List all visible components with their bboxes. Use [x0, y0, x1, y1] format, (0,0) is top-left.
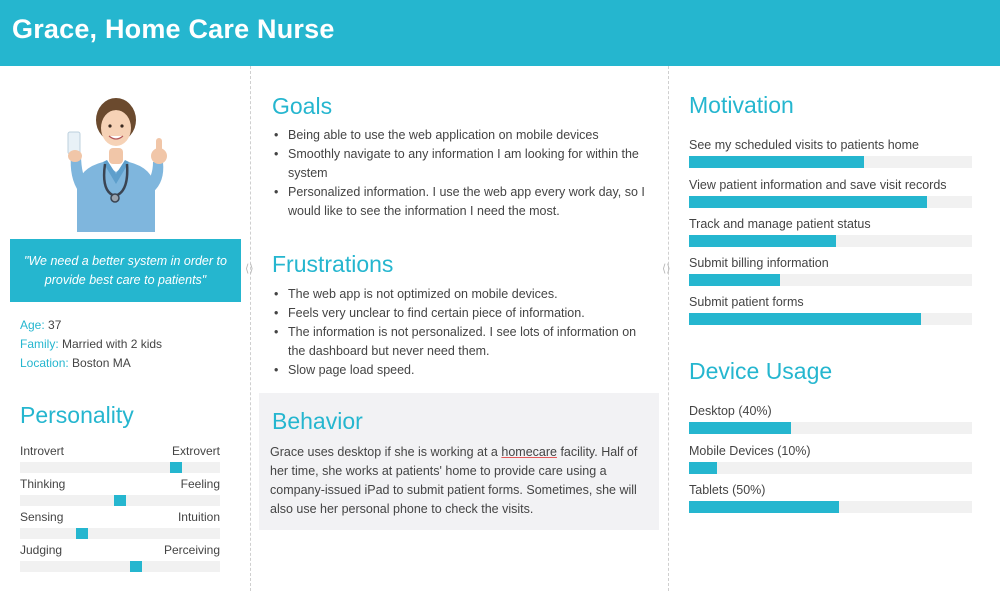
motivation-bar-fill — [689, 313, 921, 325]
goals-title: Goals — [272, 93, 333, 119]
motivation-label: See my scheduled visits to patients home — [689, 138, 919, 152]
motivation-item — [689, 256, 972, 286]
fact-family — [20, 335, 162, 354]
personality-trait — [20, 543, 220, 572]
trait-left-label: Judging — [20, 543, 63, 557]
persona-photo — [55, 92, 177, 232]
motivation-bar-fill — [689, 235, 836, 247]
goals-list — [272, 126, 650, 221]
fact-label: Location: — [20, 356, 69, 370]
persona-facts — [20, 316, 162, 373]
fact-label: Family: — [20, 337, 59, 351]
motivation-bar-fill — [689, 156, 864, 168]
list-item: • Smoothly navigate to any information I am looking for within the system — [272, 145, 650, 183]
trait-slider-track — [20, 495, 220, 506]
behavior-panel — [259, 393, 659, 530]
trait-slider-track — [20, 561, 220, 572]
device-label: Mobile Devices (10%) — [689, 444, 811, 458]
trait-slider-marker — [114, 495, 126, 506]
frustrations-list — [272, 285, 650, 380]
motivation-bar-track — [689, 196, 972, 208]
fact-value: 37 — [48, 318, 62, 332]
motivation-bar-track — [689, 313, 972, 325]
header-bar — [0, 0, 1000, 66]
device-bar-fill — [689, 462, 717, 474]
motivation-title: Motivation — [689, 92, 794, 118]
motivation-bar-track — [689, 274, 972, 286]
motivation-item — [689, 217, 972, 247]
persona-quote: "We need a better system in order to provide best care to patients" — [10, 239, 241, 302]
device-usage-item — [689, 444, 972, 474]
personality-trait — [20, 444, 220, 473]
column-divider-left — [250, 66, 251, 591]
frustrations-title: Frustrations — [272, 251, 394, 277]
device-bar-track — [689, 462, 972, 474]
device-usage-item — [689, 404, 972, 434]
fact-age — [20, 316, 162, 335]
list-item: • Slow page load speed. — [272, 361, 650, 380]
motivation-label: Track and manage patient status — [689, 217, 871, 231]
device-bar-fill — [689, 501, 839, 513]
trait-slider-marker — [76, 528, 88, 539]
device-label: Tablets (50%) — [689, 483, 766, 497]
fact-value: Boston MA — [72, 356, 131, 370]
trait-slider-marker — [130, 561, 142, 572]
trait-right-label: Intuition — [177, 510, 220, 524]
page-title: Grace, Home Care Nurse — [12, 14, 335, 44]
resize-handle-icon[interactable]: ⟨⟩ — [245, 262, 254, 275]
fact-label: Age: — [20, 318, 45, 332]
trait-right-label: Perceiving — [163, 543, 220, 557]
personality-title: Personality — [20, 402, 134, 428]
trait-left-label: Introvert — [20, 444, 65, 458]
motivation-label: View patient information and save visit records — [689, 178, 947, 192]
column-divider-right — [668, 66, 669, 591]
list-item: • Feels very unclear to find certain piece of information. — [272, 304, 650, 323]
device-bar-fill — [689, 422, 791, 434]
device-label: Desktop (40%) — [689, 404, 772, 418]
list-item: • Personalized information. I use the web app every work day, so I would like to see the information I need the most. — [272, 183, 650, 221]
trait-left-label: Thinking — [20, 477, 66, 491]
behavior-text-part: Grace uses desktop if she is working at a — [270, 445, 502, 459]
trait-left-label: Sensing — [20, 510, 64, 524]
motivation-item — [689, 295, 972, 325]
behavior-title: Behavior — [272, 408, 363, 434]
motivation-bar-fill — [689, 196, 927, 208]
trait-slider-marker — [170, 462, 182, 473]
list-item: • The web app is not optimized on mobile devices. — [272, 285, 650, 304]
motivation-item — [689, 138, 972, 168]
behavior-text — [270, 443, 650, 519]
motivation-label: Submit patient forms — [689, 295, 804, 309]
list-item: • Being able to use the web application on mobile devices — [272, 126, 650, 145]
motivation-item — [689, 178, 972, 208]
behavior-text-underlined: homecare — [501, 445, 557, 459]
trait-slider-track — [20, 528, 220, 539]
personality-trait — [20, 477, 220, 506]
personality-trait — [20, 510, 220, 539]
trait-right-label: Feeling — [180, 477, 220, 491]
behavior-text-part: facility. Half of her time, she works at patients' home to provide care using a company-issued iPad to submit patient forms. Sometimes, she will also use her personal phone to check the visits. — [270, 445, 638, 516]
fact-value: Married with 2 kids — [62, 337, 163, 351]
device-usage-item — [689, 483, 972, 513]
fact-location — [20, 354, 162, 373]
trait-slider-track — [20, 462, 220, 473]
motivation-bar-track — [689, 156, 972, 168]
motivation-bar-track — [689, 235, 972, 247]
device-bar-track — [689, 501, 972, 513]
resize-handle-icon[interactable]: ⟨⟩ — [662, 262, 671, 275]
list-item: • The information is not personalized. I see lots of information on the dashboard but never need them. — [272, 323, 650, 361]
motivation-bar-fill — [689, 274, 780, 286]
device-usage-title: Device Usage — [689, 358, 833, 384]
device-bar-track — [689, 422, 972, 434]
trait-right-label: Extrovert — [171, 444, 220, 458]
motivation-label: Submit billing information — [689, 256, 829, 270]
